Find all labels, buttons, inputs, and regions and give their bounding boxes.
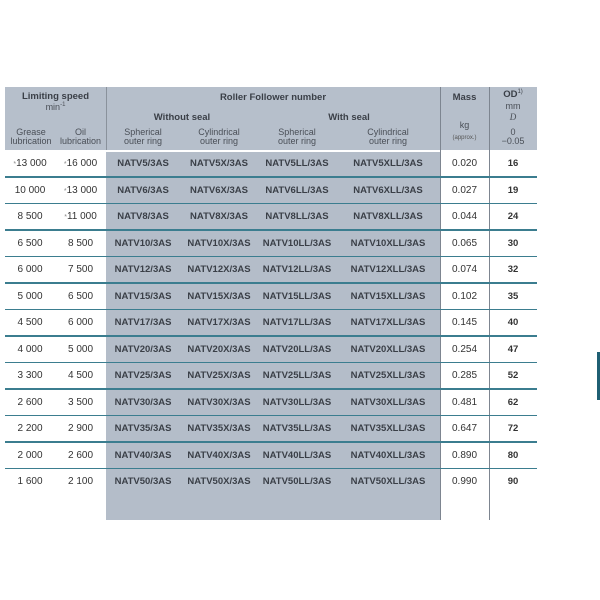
cell-cyl-seal — [336, 363, 440, 390]
od-unit: mm — [505, 101, 521, 111]
cell-value: NATV6LL/3AS — [265, 184, 329, 196]
table-row — [5, 231, 537, 258]
cell-value: NATV15/3AS — [114, 290, 172, 302]
od-heading: OD$^{1)}$ — [503, 89, 523, 101]
cell-value: NATV50X/3AS — [187, 476, 251, 487]
cell-value: 4 000 — [17, 343, 43, 355]
cell-value: 0.102 — [451, 290, 478, 302]
roller-follower-number-heading: Roller Follower number — [219, 92, 327, 103]
cell-cyl-seal — [336, 178, 440, 205]
cell-value: 0.027 — [451, 184, 478, 196]
cell-value: NATV10/3AS — [114, 237, 172, 249]
cell-sph — [106, 469, 180, 496]
cell-sph-seal — [258, 151, 336, 178]
cell-sph — [106, 231, 180, 258]
cell-value: NATV50/3AS — [114, 476, 172, 487]
cell-value: 7 500 — [67, 264, 94, 275]
cell-value: 62 — [507, 396, 519, 408]
cell-cyl — [180, 284, 258, 311]
table-row — [5, 443, 537, 470]
cell-cyl — [180, 443, 258, 470]
cell-sph-seal — [258, 469, 336, 496]
cell-value: NATV10X/3AS — [187, 237, 251, 249]
cell-cyl-seal — [336, 151, 440, 178]
cell-value: NATV8/3AS — [117, 211, 169, 222]
cell-value: 6 500 — [67, 290, 94, 302]
cell-od — [489, 390, 537, 417]
cell-sph-seal — [258, 257, 336, 284]
cell-grease — [5, 416, 55, 443]
cell-value: NATV40LL/3AS — [262, 449, 332, 461]
cell-value: NATV5/3AS — [117, 158, 169, 169]
cell-value: 3 500 — [67, 396, 94, 408]
cell-value: 1 600 — [17, 476, 43, 487]
cell-cyl-seal — [336, 204, 440, 231]
cell-mass — [440, 390, 489, 417]
table-row — [5, 178, 537, 205]
od-symbol: D — [509, 112, 517, 122]
cell-grease — [5, 178, 55, 205]
limiting-speed-heading: Limiting speed $\min^{-1}$ — [21, 91, 90, 112]
cell-value: NATV17/3AS — [114, 317, 172, 328]
cell-grease — [5, 231, 55, 258]
cell-od — [489, 363, 537, 390]
cell-od — [489, 204, 537, 231]
cell-value: 4 500 — [67, 370, 94, 381]
cell-od — [489, 337, 537, 364]
cell-mass — [440, 363, 489, 390]
cell-value: NATV40X/3AS — [187, 449, 251, 461]
cell-value: NATV15LL/3AS — [262, 290, 332, 302]
cell-cyl-seal — [336, 337, 440, 364]
cell-mass — [440, 337, 489, 364]
cell-value: 0.285 — [451, 370, 478, 381]
cell-value: NATV50LL/3AS — [262, 476, 332, 487]
table-row — [5, 204, 537, 231]
with-seal-heading: With seal — [328, 112, 370, 123]
cell-value: 0.647 — [451, 423, 478, 434]
cell-grease — [5, 363, 55, 390]
cell-value: NATV20XLL/3AS — [350, 343, 426, 355]
cell-cyl — [180, 310, 258, 337]
cell-value: NATV25LL/3AS — [262, 370, 332, 381]
cell-value: NATV17X/3AS — [187, 317, 251, 328]
cell-oil — [55, 469, 106, 496]
table-row — [5, 390, 537, 417]
cell-cyl — [180, 151, 258, 178]
cell-grease — [5, 469, 55, 496]
cell-mass — [440, 469, 489, 496]
cell-value: NATV30LL/3AS — [262, 396, 332, 408]
cell-sph-seal — [258, 284, 336, 311]
od-tolerance: 0 −0.05 — [501, 127, 525, 147]
cell-mass — [440, 204, 489, 231]
cell-value: NATV30/3AS — [114, 396, 172, 408]
table-row — [5, 469, 537, 496]
cell-sph — [106, 204, 180, 231]
cell-value: NATV17LL/3AS — [262, 317, 332, 328]
cylindrical-heading: Cylindrical outer ring — [198, 127, 240, 147]
spherical-heading: Spherical outer ring — [123, 127, 163, 147]
cell-value: NATV40XLL/3AS — [350, 449, 426, 461]
cell-mass — [440, 284, 489, 311]
cell-sph-seal — [258, 390, 336, 417]
cell-value: 5 000 — [67, 343, 94, 355]
cell-value: NATV5XLL/3AS — [353, 158, 423, 169]
cell-value: 0.481 — [451, 396, 478, 408]
cell-value: 0.065 — [451, 237, 478, 249]
cell-value: 0.020 — [451, 158, 478, 169]
footnote-mark: * — [13, 161, 17, 168]
cell-cyl-seal — [336, 390, 440, 417]
cell-grease — [5, 151, 55, 178]
cell-value: NATV25X/3AS — [187, 370, 251, 381]
cell-oil — [55, 178, 106, 205]
cell-value: 24 — [507, 211, 519, 222]
mass-note: (approx.) — [452, 135, 477, 141]
cell-od — [489, 416, 537, 443]
cell-oil — [55, 257, 106, 284]
cell-oil — [55, 204, 106, 231]
cell-oil — [55, 310, 106, 337]
cell-od — [489, 310, 537, 337]
cell-cyl — [180, 204, 258, 231]
cell-grease — [5, 310, 55, 337]
cell-value: 11 000 — [66, 211, 97, 222]
cell-sph — [106, 443, 180, 470]
cell-value: NATV8X/3AS — [190, 211, 248, 222]
cell-sph — [106, 310, 180, 337]
mass-unit: kg — [459, 120, 470, 130]
cell-value: NATV15X/3AS — [187, 290, 251, 302]
cell-cyl — [180, 363, 258, 390]
cell-value: 30 — [507, 237, 519, 249]
cell-cyl — [180, 337, 258, 364]
cell-value: NATV8LL/3AS — [265, 211, 329, 222]
cell-sph-seal — [258, 310, 336, 337]
cell-od — [489, 284, 537, 311]
cell-value: NATV5X/3AS — [190, 158, 248, 169]
cell-cyl-seal — [336, 443, 440, 470]
cell-grease — [5, 337, 55, 364]
cell-cyl — [180, 416, 258, 443]
cell-value: 0.145 — [451, 317, 478, 328]
cell-value: 2 600 — [67, 449, 94, 461]
cell-value: 3 300 — [17, 370, 43, 381]
cell-value: NATV35XLL/3AS — [350, 423, 426, 434]
cell-sph-seal — [258, 204, 336, 231]
cell-cyl-seal — [336, 257, 440, 284]
cell-value: NATV15XLL/3AS — [350, 290, 426, 302]
cell-value: 2 200 — [17, 423, 43, 434]
cell-sph-seal — [258, 178, 336, 205]
cell-od — [489, 469, 537, 496]
cell-value: 8 500 — [67, 237, 94, 249]
cell-value: NATV12X/3AS — [187, 264, 251, 275]
cell-value: NATV6X/3AS — [190, 184, 248, 196]
cell-value: NATV20/3AS — [114, 343, 172, 355]
cell-oil — [55, 151, 106, 178]
mass-heading: Mass — [452, 92, 477, 103]
cell-value: NATV20X/3AS — [187, 343, 251, 355]
cell-grease — [5, 204, 55, 231]
cell-cyl — [180, 178, 258, 205]
cell-mass — [440, 178, 489, 205]
cell-sph-seal — [258, 337, 336, 364]
cylindrical-seal-heading: Cylindrical outer ring — [367, 127, 409, 147]
cell-value: 90 — [507, 476, 519, 487]
table-row — [5, 310, 537, 337]
table-row — [5, 151, 537, 178]
cell-od — [489, 443, 537, 470]
cell-sph — [106, 337, 180, 364]
cell-mass — [440, 231, 489, 258]
cell-cyl — [180, 257, 258, 284]
cell-value: 10 000 — [14, 184, 46, 196]
cell-mass — [440, 257, 489, 284]
cell-oil — [55, 390, 106, 417]
cell-cyl — [180, 231, 258, 258]
cell-value: 72 — [507, 423, 519, 434]
cell-sph-seal — [258, 443, 336, 470]
cell-value: 5 000 — [17, 290, 43, 302]
cell-grease — [5, 284, 55, 311]
cell-value: 4 500 — [17, 317, 43, 328]
cell-sph — [106, 363, 180, 390]
cell-cyl-seal — [336, 469, 440, 496]
cell-od — [489, 257, 537, 284]
cell-oil — [55, 337, 106, 364]
cell-value: NATV6/3AS — [117, 184, 169, 196]
cell-value: 13 000 — [16, 158, 47, 169]
spherical-seal-heading: Spherical outer ring — [277, 127, 317, 147]
cell-cyl-seal — [336, 416, 440, 443]
cell-value: 40 — [507, 317, 519, 328]
grease-lubrication-heading: Grease lubrication — [10, 127, 52, 147]
cell-value: NATV35X/3AS — [187, 423, 251, 434]
table-row — [5, 337, 537, 364]
cell-sph-seal — [258, 363, 336, 390]
cell-value: NATV25/3AS — [114, 370, 172, 381]
cell-value: 0.044 — [451, 211, 478, 222]
cell-value: 80 — [507, 449, 519, 461]
cell-value: 32 — [507, 264, 519, 275]
cell-od — [489, 178, 537, 205]
table-row — [5, 363, 537, 390]
cell-value: 0.890 — [451, 449, 478, 461]
cell-grease — [5, 257, 55, 284]
cell-cyl-seal — [336, 231, 440, 258]
cell-sph — [106, 284, 180, 311]
cell-value: NATV10LL/3AS — [262, 237, 332, 249]
footnote-mark: * — [64, 214, 67, 221]
cell-value: NATV50XLL/3AS — [350, 476, 426, 487]
cell-value: 19 — [507, 184, 519, 196]
cell-value: NATV12XLL/3AS — [350, 264, 426, 275]
cell-value: 2 600 — [17, 396, 43, 408]
without-seal-heading: Without seal — [153, 112, 211, 123]
cell-value: 52 — [507, 370, 519, 381]
cell-mass — [440, 416, 489, 443]
cell-value: 6 500 — [17, 237, 43, 249]
cell-value: NATV17XLL/3AS — [350, 317, 426, 328]
cell-cyl-seal — [336, 310, 440, 337]
cell-sph — [106, 257, 180, 284]
cell-value: NATV30XLL/3AS — [350, 396, 426, 408]
cell-sph — [106, 390, 180, 417]
cell-value: 0.254 — [451, 343, 478, 355]
cell-sph-seal — [258, 231, 336, 258]
cell-od — [489, 231, 537, 258]
cell-value: 2 100 — [67, 476, 94, 487]
table-row — [5, 416, 537, 443]
footnote-mark: * — [63, 187, 67, 195]
cell-oil — [55, 231, 106, 258]
cell-value: NATV12/3AS — [114, 264, 172, 275]
cell-value: 6 000 — [17, 264, 43, 275]
cell-sph — [106, 178, 180, 205]
cell-value: 0.074 — [451, 264, 478, 275]
cell-od — [489, 151, 537, 178]
cell-value: NATV5LL/3AS — [265, 158, 329, 169]
cell-oil — [55, 416, 106, 443]
cell-value: 35 — [507, 290, 519, 302]
cell-value: 8 500 — [17, 211, 43, 222]
cell-cyl-seal — [336, 284, 440, 311]
cell-value: NATV25XLL/3AS — [350, 370, 426, 381]
cell-cyl — [180, 390, 258, 417]
table-row — [5, 284, 537, 311]
cell-value: NATV30X/3AS — [187, 396, 251, 408]
cell-value: 2 000 — [17, 449, 43, 461]
cell-grease — [5, 390, 55, 417]
cell-value: 6 000 — [67, 317, 94, 328]
cell-mass — [440, 310, 489, 337]
cell-value: NATV12LL/3AS — [262, 264, 332, 275]
cell-oil — [55, 363, 106, 390]
cell-value: 2 900 — [67, 423, 94, 434]
cell-sph — [106, 416, 180, 443]
cell-value: NATV35/3AS — [114, 423, 172, 434]
cell-mass — [440, 151, 489, 178]
oil-lubrication-heading: Oil lubrication — [59, 127, 102, 147]
cell-oil — [55, 443, 106, 470]
table-row — [5, 257, 537, 284]
footnote-mark: * — [63, 161, 67, 168]
cell-sph — [106, 151, 180, 178]
cell-value: 16 — [507, 158, 519, 169]
cell-mass — [440, 443, 489, 470]
cell-value: NATV20LL/3AS — [262, 343, 332, 355]
cell-oil — [55, 284, 106, 311]
cell-value: 47 — [507, 343, 519, 355]
cell-value: NATV35LL/3AS — [262, 423, 332, 434]
cell-value: NATV40/3AS — [114, 449, 172, 461]
cell-value: 16 000 — [66, 158, 98, 169]
cell-value: NATV10XLL/3AS — [350, 237, 426, 249]
cell-value: NATV6XLL/3AS — [353, 184, 423, 196]
cell-cyl — [180, 469, 258, 496]
cell-sph-seal — [258, 416, 336, 443]
cell-value: 13 000 — [66, 184, 98, 196]
cell-value: 0.990 — [451, 476, 478, 487]
cell-value: NATV8XLL/3AS — [353, 211, 423, 222]
cell-grease — [5, 443, 55, 470]
